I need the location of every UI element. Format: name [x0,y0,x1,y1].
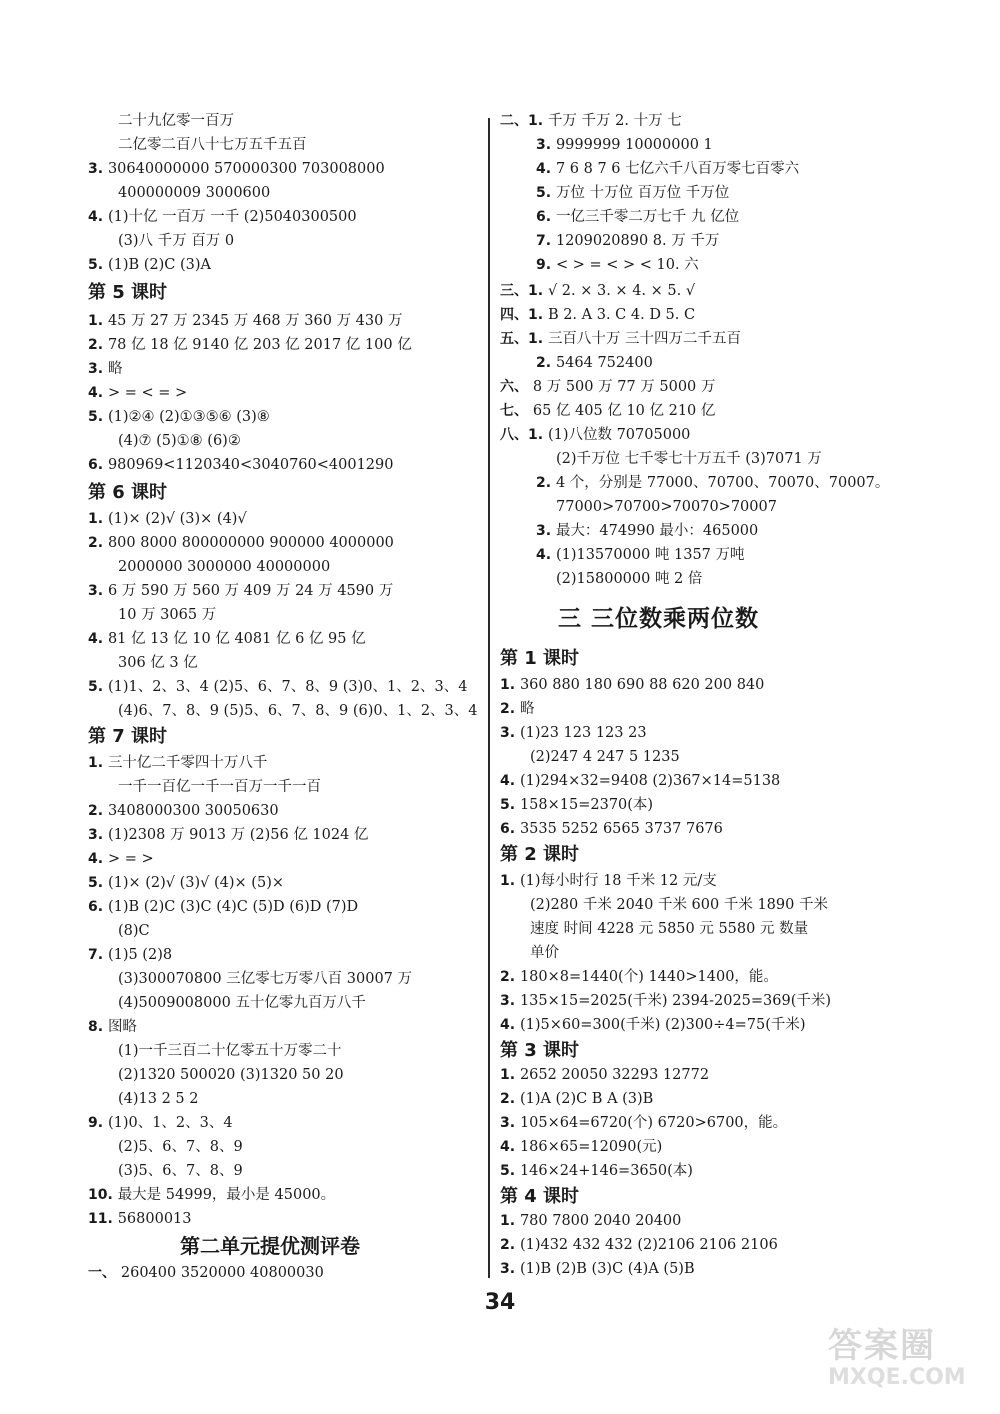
question-number: 5. [500,1163,520,1179]
question-number: 6. [88,899,108,915]
answer-text: (1)23 123 123 23 [519,725,647,741]
answer-line [536,182,729,204]
answer-line [500,328,741,350]
answer-text: 7 6 8 7 6 七亿六千八百万零七百零六 [555,161,800,177]
answer-line [88,848,154,870]
answer-text: (1)八位数 70705000 [547,427,691,443]
question-number: 7. [88,947,108,963]
answer-line [536,472,889,494]
question-number: 2. [500,1237,520,1253]
question-number: 3. [536,137,556,153]
question-number: 2. [88,535,108,551]
question-number: 5. [88,409,108,425]
answer-text: 186×65=12090(元) [519,1139,663,1155]
answer-line [500,304,695,326]
answer-line [118,1136,243,1158]
question-number: 2. [500,701,520,717]
question-number: 1. [500,677,520,693]
answer-line [118,1040,342,1062]
question-number: 3. [500,993,520,1009]
question-number: 5. [88,679,108,695]
answer-line [500,1258,695,1280]
answer-line [118,920,150,942]
answer-text: 3535 5252 6565 3737 7676 [519,821,723,837]
question-number: 5. [536,185,556,201]
answer-text: (4)⑦ (5)①⑧ (6)② [118,433,241,449]
question-number: 2. [500,969,520,985]
answer-line [88,532,394,554]
answer-text: 56800013 [117,1211,192,1227]
question-number: 4. [500,1139,520,1155]
question-number: 2. [536,355,556,371]
answer-text: 78 亿 18 亿 9140 亿 203 亿 2017 亿 100 亿 [107,337,412,353]
question-number: 3. [500,725,520,741]
answer-line [88,944,172,966]
answer-line [88,896,358,918]
answer-text: (2)千万位 七千零七十万五千 (3)7071 万 [556,451,822,467]
answer-text: (2)1320 500020 (3)1320 50 20 [118,1067,344,1083]
answer-text: (3)八 千万 百万 0 [118,233,235,249]
answer-line [88,1112,233,1134]
answer-line [118,1160,243,1182]
answer-text: 单价 [530,945,559,961]
answer-text: 略 [519,701,535,717]
question-number: 4. [536,547,556,563]
answer-line [88,1184,335,1206]
question-number: 4. [88,631,108,647]
question-number: 4. [500,1017,520,1033]
answer-text: 5464 752400 [555,355,653,371]
question-number: 1. [88,313,108,329]
answer-text: 三十亿二千零四十万八千 [107,755,268,771]
answer-line [500,1234,778,1256]
question-number: 3. [88,827,108,843]
question-number: 5. [500,797,520,813]
answer-line [500,1210,681,1232]
question-number: 三、1. [500,283,548,299]
chapter-title: 三 三位数乘两位数 [558,606,760,632]
answer-line [118,776,321,798]
answer-line [118,652,198,674]
answer-line [500,1014,806,1036]
answer-text: (1)A (2)C B A (3)B [519,1091,654,1107]
watermark-logo: 答案圈 [828,1326,936,1366]
answer-text: 2652 20050 32293 12772 [519,1067,710,1083]
answer-text: 81 亿 13 亿 10 亿 4081 亿 6 亿 95 亿 [107,631,366,647]
answer-line [500,1136,662,1158]
question-number: 3. [88,161,108,177]
answer-text: (1)294×32=9408 (2)367×14=5138 [519,773,781,789]
lesson-heading: 第 3 课时 [500,1040,580,1061]
answer-text: (1)B (2)C (3)C (4)C (5)D (6)D (7)D [107,899,359,915]
question-number: 4. [500,773,520,789]
answer-line [536,544,745,566]
answer-text: 45 万 27 万 2345 万 468 万 360 万 430 万 [107,313,403,329]
question-number: 七、 [500,403,533,419]
question-number: 6. [500,821,520,837]
question-number: 9. [536,257,556,273]
answer-text: √ 2. × 3. × 4. × 5. √ [547,283,696,299]
answer-text: B 2. A 3. C 4. D 5. C [547,307,696,323]
lesson-heading: 第 6 课时 [88,482,168,503]
answer-line [536,158,799,180]
answer-text: (3)5、6、7、8、9 [118,1163,243,1179]
answer-text: 77000>70700>70070>70007 [556,499,777,515]
answer-line [118,992,366,1014]
question-number: 2. [88,803,108,819]
answer-text: 30640000000 570000300 703008000 [107,161,385,177]
question-number: 3. [500,1261,520,1277]
answer-text: 146×24+146=3650(本) [519,1163,693,1179]
answer-text: 780 7800 2040 20400 [519,1213,682,1229]
question-number: 五、1. [500,331,548,347]
question-number: 8. [88,1019,108,1035]
lesson-heading: 第 5 课时 [88,282,168,303]
answer-text: (1)5×60=300(千米) (2)300÷4=75(千米) [519,1017,806,1033]
unit-test-title: 第二单元提优测评卷 [180,1234,360,1258]
answer-line [88,872,284,894]
answer-text: (1)5 (2)8 [107,947,173,963]
column-divider [488,118,490,1278]
answer-text: (1)432 432 432 (2)2106 2106 2106 [519,1237,778,1253]
answer-text: (1)13570000 吨 1357 万吨 [555,547,745,563]
answer-text: (1)× (2)√ (3)× (4)√ [107,511,247,527]
question-number: 3. [536,523,556,539]
question-number: 1. [88,511,108,527]
answer-text: (4)6、7、8、9 (5)5、6、7、8、9 (6)0、1、2、3、4 [118,703,478,719]
question-number: 5. [88,875,108,891]
answer-line [118,1064,344,1086]
answer-line [500,110,682,132]
answer-text: (1)B (2)B (3)C (4)A (5)B [519,1261,695,1277]
answer-text: 306 亿 3 亿 [118,655,198,671]
answer-line [88,334,412,356]
question-number: 4. [88,209,108,225]
watermark-url: MXQE.COM [828,1365,966,1390]
question-number: 1. [500,1213,520,1229]
answer-line [88,676,467,698]
answer-line [500,1160,693,1182]
answer-text: (1)1、2、3、4 (2)5、6、7、8、9 (3)0、1、2、3、4 [107,679,468,695]
answer-text: 360 880 180 690 88 620 200 840 [519,677,765,693]
answer-text: 980969<1120340<3040760<4001290 [107,457,394,473]
question-number: 4. [88,385,108,401]
answer-text: 千万 千万 2. 十万 七 [547,113,682,129]
answer-line [88,628,366,650]
question-number: 6. [88,457,108,473]
answer-line [118,134,307,156]
answer-line [500,818,723,840]
answer-text: (2)5、6、7、8、9 [118,1139,243,1155]
answer-line [88,580,393,602]
answer-text: (1)B (2)C (3)A [107,257,211,273]
answer-text: 2000000 3000000 40000000 [118,559,331,575]
answer-line [500,722,647,744]
answer-text: 135×15=2025(千米) 2394-2025=369(千米) [519,993,832,1009]
answer-text: 65 亿 405 亿 10 亿 210 亿 [532,403,716,419]
question-number: 1. [88,755,108,771]
question-number: 3. [88,583,108,599]
lesson-heading: 第 1 课时 [500,648,580,669]
answer-line [530,746,680,768]
question-number: 六、 [500,379,533,395]
answer-text: 105×64=6720(个) 6720>6700，能。 [519,1115,788,1131]
question-number: 9. [88,1115,108,1131]
answer-text: 二亿零二百八十七万五千五百 [118,137,307,153]
answer-text: 10 万 3065 万 [118,607,217,623]
answer-text: 图略 [107,1019,137,1035]
question-number: 二、1. [500,113,548,129]
answer-text: (4)13 2 5 2 [118,1091,199,1107]
answer-line [118,430,241,452]
answer-text: 一千一百亿一千一百万一千一百 [118,779,321,795]
answer-line [536,134,713,156]
question-number: 4. [88,851,108,867]
answer-text: 9999999 10000000 1 [555,137,713,153]
page-number: 34 [484,1290,516,1315]
answer-line [500,400,715,422]
answer-text: 158×15=2370(本) [519,797,654,813]
answer-line [88,1016,137,1038]
answer-text: (1)× (2)√ (3)√ (4)× (5)× [107,875,284,891]
question-number: 7. [536,233,556,249]
question-number: 八、1. [500,427,548,443]
answer-line [500,1064,709,1086]
answer-line [118,1088,199,1110]
question-number: 4. [536,161,556,177]
question-number: 四、1. [500,307,548,323]
answer-text: 二十九亿零一百万 [118,113,234,129]
answer-text: 180×8=1440(个) 1440>1400，能。 [519,969,778,985]
question-number: 1. [500,873,520,889]
question-number: 5. [88,257,108,273]
answer-text: (1)2308 万 9013 万 (2)56 亿 1024 亿 [107,827,369,843]
answer-line [88,406,270,428]
answer-text: 800 8000 800000000 900000 4000000 [107,535,394,551]
answer-line [500,770,780,792]
answer-text: (2)247 4 247 5 1235 [530,749,680,765]
answer-line [88,254,211,276]
answer-text: 6 万 590 万 560 万 409 万 24 万 4590 万 [107,583,394,599]
answer-text: 最大：474990 最小：465000 [555,523,759,539]
answer-line [118,968,412,990]
answer-text: (1)十亿 一百万 一千 (2)5040300500 [107,209,357,225]
answer-text: > = < = > [107,385,188,401]
answer-line [88,454,393,476]
answer-line [118,604,216,626]
answer-text: 8 万 500 万 77 万 5000 万 [532,379,716,395]
answer-line [536,206,739,228]
answer-text: < > = < > < 10. 六 [555,257,699,273]
answer-line [556,448,822,470]
question-number: 11. [88,1211,118,1227]
answer-line [88,358,122,380]
answer-line [118,556,330,578]
answer-text: (1)一千三百二十亿零五十万零二十 [118,1043,342,1059]
answer-line [536,352,653,374]
answer-text: (1)②④ (2)①③⑤⑥ (3)⑧ [107,409,270,425]
answer-line [88,310,402,332]
answer-text: 一亿三千零二万七千 九 亿位 [555,209,740,225]
lesson-heading: 第 4 课时 [500,1186,580,1207]
answer-text: 略 [107,361,123,377]
answer-line [88,508,247,530]
answer-line [530,942,559,964]
answer-line [88,752,267,774]
answer-text: (2)280 千米 2040 千米 600 千米 1890 千米 [530,897,828,913]
answer-text: 三百八十万 三十四万二千五百 [547,331,742,347]
answer-text: 260400 3520000 40800030 [120,1265,324,1281]
answer-line [88,382,187,404]
answer-line [88,1262,324,1284]
answer-line [500,1088,653,1110]
answer-text: (4)5009008000 五十亿零九百万八千 [118,995,366,1011]
answer-text: 3408000300 30050630 [107,803,279,819]
answer-line [88,800,279,822]
answer-text: 万位 十万位 百万位 千万位 [555,185,730,201]
answer-line [118,700,478,722]
answer-line [500,966,778,988]
answer-line [88,206,357,228]
question-number: 10. [88,1187,118,1203]
answer-text: 最大是 54999，最小是 45000。 [117,1187,336,1203]
answer-text: (3)300070800 三亿零七万零八百 30007 万 [118,971,413,987]
answer-line [500,870,717,892]
answer-line [556,496,777,518]
answer-line [536,230,719,252]
answer-line [500,424,690,446]
answer-line [500,280,695,302]
question-number: 3. [500,1115,520,1131]
lesson-heading: 第 7 课时 [88,726,168,747]
answer-line [530,894,828,916]
question-number: 2. [88,337,108,353]
answer-text: > = > [107,851,154,867]
answer-line [500,376,715,398]
answer-line [500,698,534,720]
answer-text: (2)15800000 吨 2 倍 [556,571,703,587]
answer-text: (1)0、1、2、3、4 [107,1115,233,1131]
answer-line [536,254,699,276]
question-number: 3. [88,361,108,377]
question-number: 2. [500,1091,520,1107]
question-number: 1. [500,1067,520,1083]
answer-line [500,1112,787,1134]
answer-line [88,824,368,846]
answer-text: 速度 时间 4228 元 5850 元 5580 元 数量 [530,921,809,937]
answer-line [118,182,270,204]
lesson-heading: 第 2 课时 [500,844,580,865]
answer-line [530,918,808,940]
answer-text: 400000009 3000600 [118,185,271,201]
answer-line [118,110,234,132]
watermark [828,1318,988,1400]
answer-text: 1209020890 8. 万 千万 [555,233,720,249]
answer-line [500,990,831,1012]
answer-line [536,520,758,542]
answer-text: (8)C [118,923,150,939]
question-number: 6. [536,209,556,225]
answer-line [88,1208,192,1230]
answer-line [500,794,653,816]
answer-line [556,568,702,590]
answer-text: 4 个，分别是 77000、70700、70070、70007。 [555,475,890,491]
answer-text: (1)每小时行 18 千米 12 元/支 [519,873,717,889]
question-number: 2. [536,475,556,491]
answer-line [500,674,764,696]
question-number: 一、 [88,1265,121,1281]
answer-line [118,230,234,252]
answer-line [88,158,385,180]
